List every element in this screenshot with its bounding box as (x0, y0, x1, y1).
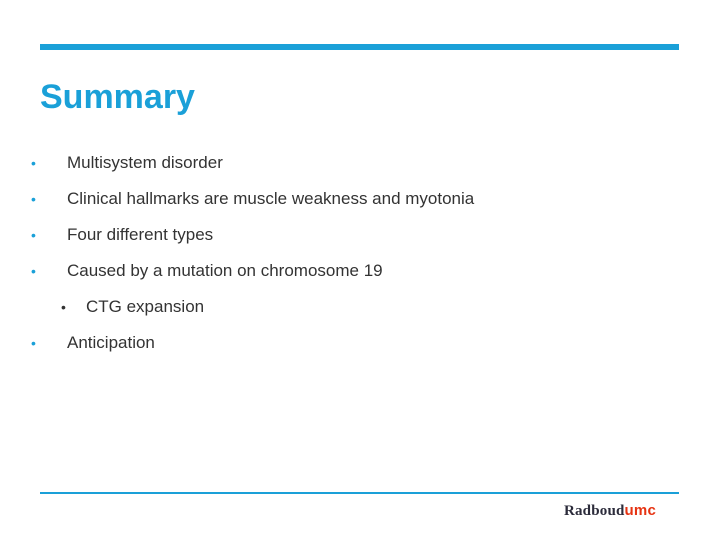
bullet-list (30, 152, 474, 368)
bullet-dot-icon: • (31, 227, 36, 243)
bullet-dot-icon: • (31, 335, 36, 351)
bullet-item (30, 152, 474, 188)
bullet-item (30, 332, 474, 368)
bullet-item (30, 260, 474, 296)
bullet-text: Clinical hallmarks are muscle weakness and myotonia (67, 189, 475, 208)
bottom-divider (40, 492, 679, 494)
bullet-text: Four different types (67, 225, 214, 244)
bullet-text: Caused by a mutation on chromosome 19 (67, 261, 383, 280)
bullet-text: Multisystem disorder (67, 153, 223, 172)
bullet-item (30, 188, 474, 224)
logo-accent-text: umc (624, 502, 656, 519)
bullet-dot-icon: • (31, 191, 36, 207)
bullet-item (30, 224, 474, 260)
radboudumc-logo (564, 502, 656, 520)
bullet-text: CTG expansion (86, 297, 205, 316)
bullet-dot-icon: • (31, 155, 36, 171)
sub-bullet-item (30, 296, 474, 332)
top-divider (40, 44, 679, 50)
bullet-dot-icon: • (31, 263, 36, 279)
bullet-text: Anticipation (67, 333, 155, 352)
logo-main-text: Radboud (563, 503, 625, 519)
bullet-dot-icon: • (61, 299, 66, 315)
slide-title: Summary (40, 78, 195, 116)
